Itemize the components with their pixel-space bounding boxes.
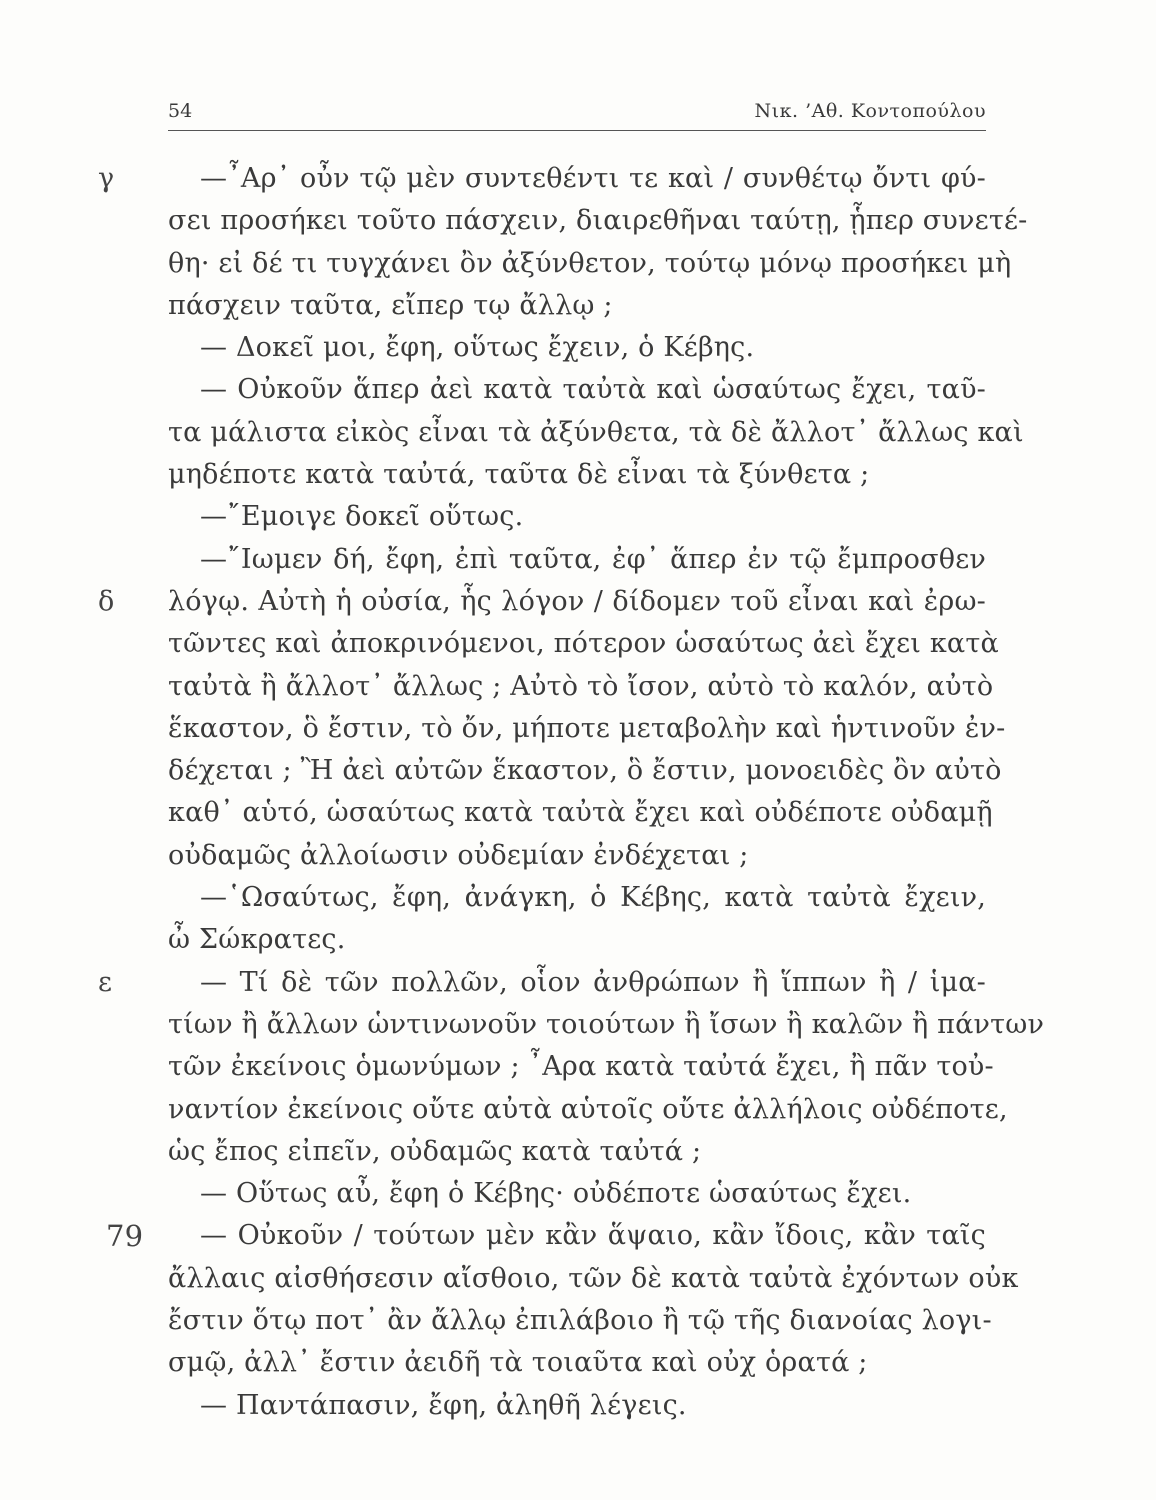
- line-text: μηδέποτε κατὰ ταὐτά, ταῦτα δὲ εἶναι τὰ ξύνθετα ;: [168, 459, 870, 491]
- line-text: τῶντες καὶ ἀποκρινόμενοι, πότερον ὡσαύτως ἀεὶ ἔχει κατὰ: [168, 628, 999, 660]
- page-number: 54: [168, 100, 193, 122]
- text-line: [168, 1385, 986, 1427]
- line-text: δέχεται ; Ἢ ἀεὶ αὐτῶν ἕκαστον, ὃ ἔστιν, μονοειδὲς ὂν αὐτὸ: [168, 755, 1002, 787]
- line-text: πάσχειν ταῦτα, εἴπερ τῳ ἄλλῳ ;: [168, 289, 613, 321]
- line-text: — Παντάπασιν, ἔφη, ἀληθῆ λέγεις.: [200, 1389, 687, 1421]
- text-line: [168, 1131, 986, 1173]
- line-text: θη· εἰ δέ τι τυγχάνει ὂν ἀξύνθετον, τούτῳ μόνῳ προσήκει μὴ: [168, 247, 1012, 279]
- text-line: [168, 412, 1024, 454]
- text-line: [168, 1046, 994, 1088]
- text-line: [168, 200, 1028, 242]
- margin-reference: 79: [106, 1219, 144, 1254]
- text-line: [168, 285, 986, 327]
- line-text: ἔστιν ὅτῳ ποτ᾽ ἂν ἄλλῳ ἐπιλάβοιο ἢ τῷ τῆς διανοίας λογι-: [168, 1305, 992, 1337]
- text-line: [168, 708, 1006, 750]
- line-text: ναντίον ἐκείνοις οὔτε αὐτὰ αὑτοῖς οὔτε ἀλλήλοις οὐδέποτε,: [168, 1093, 1008, 1125]
- text-line: [168, 243, 1012, 285]
- text-line: [168, 1173, 986, 1215]
- line-text: σει προσήκει τοῦτο πάσχειν, διαιρεθῆναι ταύτῃ, ᾗπερ συνετέ-: [168, 205, 1028, 237]
- text-line: [168, 623, 999, 665]
- text-line: [168, 496, 986, 538]
- line-text: — Οὐκοῦν / τούτων μὲν κἂν ἅψαιο, κἂν ἴδοις, κἂν ταῖς: [200, 1220, 986, 1252]
- text-line: [168, 539, 986, 581]
- line-text: — Οὐκοῦν ἅπερ ἀεὶ κατὰ ταὐτὰ καὶ ὡσαύτως ἔχει, ταῦ-: [200, 374, 986, 406]
- text-line: [168, 919, 986, 961]
- text-line: [168, 666, 994, 708]
- text-line: [168, 877, 986, 919]
- page-header: [168, 100, 986, 131]
- margin-reference: γ: [98, 163, 115, 194]
- text-line: [98, 158, 986, 200]
- line-text: ὦ Σώκρατες.: [168, 924, 346, 956]
- text-line: [168, 327, 986, 369]
- line-text: οὐδαμῶς ἀλλοίωσιν οὐδεμίαν ἐνδέχεται ;: [168, 839, 749, 871]
- line-text: —῎Εμοιγε δοκεῖ οὕτως.: [200, 501, 524, 533]
- text-line: [168, 454, 986, 496]
- line-text: —῾Ωσαύτως, ἔφη, ἀνάγκη, ὁ Κέβης, κατὰ ταὐτὰ ἔχειν,: [200, 882, 986, 914]
- line-text: — Τί δὲ τῶν πολλῶν, οἷον ἀνθρώπων ἢ ἵππων ἢ / ἱμα-: [200, 966, 986, 998]
- running-head: Νικ. ’Αθ. Κοντοπούλου: [754, 100, 986, 122]
- line-text: ἕκαστον, ὃ ἔστιν, τὸ ὄν, μήποτε μεταβολὴν καὶ ἡντινοῦν ἐν-: [168, 712, 1006, 744]
- text-line: [168, 792, 993, 834]
- text-line: [168, 369, 986, 411]
- line-text: τίων ἢ ἄλλων ὡντινωνοῦν τοιούτων ἢ ἴσων ἢ καλῶν ἢ πάντων: [168, 1008, 1045, 1040]
- text-line: [168, 1300, 992, 1342]
- line-text: σμῷ, ἀλλ᾽ ἔστιν ἀειδῆ τὰ τοιαῦτα καὶ οὐχ ὁρατά ;: [168, 1347, 868, 1379]
- line-text: ὡς ἔπος εἰπεῖν, οὐδαμῶς κατὰ ταὐτά ;: [168, 1135, 702, 1167]
- line-text: καθ᾽ αὑτό, ὡσαύτως κατὰ ταὐτὰ ἔχει καὶ οὐδέποτε οὐδαμῇ: [168, 797, 993, 829]
- text-line: [168, 750, 1002, 792]
- line-text: —῎Ιωμεν δή, ἔφη, ἐπὶ ταῦτα, ἐφ᾽ ἅπερ ἐν τῷ ἔμπροσθεν: [200, 543, 986, 575]
- line-text: ταὐτὰ ἢ ἄλλοτ᾽ ἄλλως ; Αὐτὸ τὸ ἴσον, αὐτὸ τὸ καλόν, αὐτὸ: [168, 670, 994, 702]
- text-line: [168, 1342, 986, 1384]
- text-line: [168, 1258, 1019, 1300]
- text-line: [168, 835, 986, 877]
- line-text: λόγῳ. Αὐτὴ ἡ οὐσία, ἧς λόγον / δίδομεν τοῦ εἶναι καὶ ἐρω-: [168, 585, 986, 617]
- text-line: [168, 1004, 1045, 1046]
- line-text: τα μάλιστα εἰκὸς εἶναι τὰ ἀξύνθετα, τὰ δὲ ἄλλοτ᾽ ἄλλως καὶ: [168, 416, 1024, 448]
- margin-reference: δ: [98, 585, 115, 617]
- text-line: [98, 581, 986, 623]
- line-text: —῏Αρ᾽ οὖν τῷ μὲν συντεθέντι τε καὶ / συνθέτῳ ὄντι φύ-: [200, 163, 986, 194]
- line-text: — Οὕτως αὖ, ἔφη ὁ Κέβης· οὐδέποτε ὡσαύτως ἔχει.: [200, 1178, 912, 1210]
- line-text: — Δοκεῖ μοι, ἔφη, οὕτως ἔχειν, ὁ Κέβης.: [200, 332, 755, 364]
- body-text: [98, 158, 1045, 1427]
- line-text: ἄλλαις αἰσθήσεσιν αἴσθοιο, τῶν δὲ κατὰ ταὐτὰ ἐχόντων οὐκ: [168, 1262, 1019, 1294]
- text-line: [106, 1215, 986, 1257]
- line-text: τῶν ἐκείνοις ὁμωνύμων ; ῏Αρα κατὰ ταὐτά ἔχει, ἢ πᾶν τοὐ-: [168, 1051, 994, 1083]
- margin-reference: ε: [98, 966, 113, 998]
- text-line: [98, 962, 986, 1004]
- text-line: [168, 1089, 1008, 1131]
